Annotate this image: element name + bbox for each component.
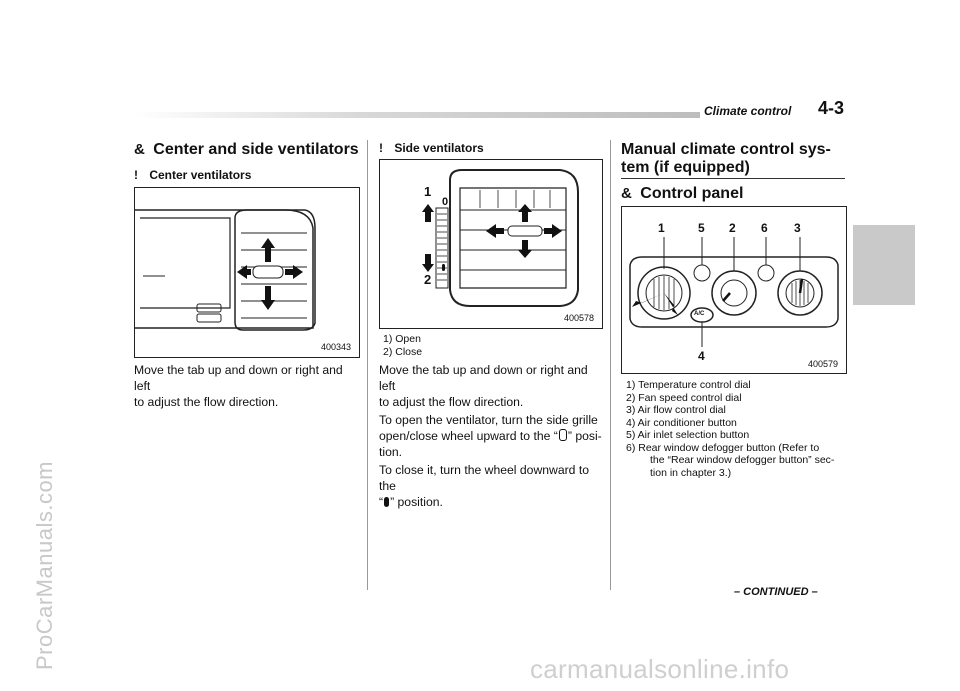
control-panel-heading-text: Control panel — [640, 185, 744, 202]
close-mark-icon — [442, 264, 445, 271]
figure-label-2: 2 — [729, 221, 736, 235]
heading-line: tem (if equipped) — [621, 159, 750, 176]
header-rule — [134, 112, 700, 118]
column-divider-1 — [367, 140, 368, 590]
watermark-left-text: ProCarManuals.com — [32, 460, 57, 670]
figure-label-3: 3 — [794, 221, 801, 235]
watermark-bottom: carmanualsonline.info — [530, 654, 790, 684]
legend-item: 1) Temperature control dial — [626, 379, 751, 391]
column-divider-2 — [610, 140, 611, 590]
side-ventilator-illustration — [380, 160, 602, 328]
figure-label-close: 2 — [424, 272, 432, 287]
control-panel-heading — [621, 185, 743, 203]
figure-label-open: 1 — [424, 184, 432, 199]
body-line: Move the tab up and down or right and left — [379, 363, 588, 393]
body-line: to adjust the flow direction. — [134, 395, 279, 409]
watermark-left — [4, 250, 57, 670]
side-ventilator-figure — [379, 159, 603, 329]
center-ventilator-figure — [134, 187, 360, 358]
subheading-side-text: Side ventilators — [394, 141, 484, 155]
legend-item: 6) Rear window defogger button (Refer to — [626, 441, 820, 454]
control-panel-legend — [626, 379, 846, 479]
continued-label: – CONTINUED – — [734, 586, 818, 598]
ac-button-label: A/C — [694, 311, 705, 317]
heading-line: Manual climate control sys- — [621, 141, 831, 158]
manual-climate-heading — [621, 141, 845, 177]
body-text: ” posi- — [567, 429, 602, 443]
section-heading — [134, 141, 359, 159]
figure-label-4: 4 — [698, 349, 705, 363]
section-heading-text: Center and side ventilators — [153, 141, 359, 158]
side-ventilator-captions — [383, 333, 422, 358]
body-line: to adjust the flow direction. — [379, 395, 524, 409]
subheading-center-text: Center ventilators — [149, 168, 252, 182]
figure-label-5: 5 — [698, 221, 705, 235]
figure-code: 400343 — [321, 342, 352, 352]
figure-label-6: 6 — [761, 221, 768, 235]
subheading-center — [134, 168, 251, 182]
body-line: To open the ventilator, turn the side grille — [379, 413, 598, 427]
legend-item: 5) Air inlet selection button — [626, 429, 750, 441]
open-position-icon — [559, 429, 567, 441]
sub-bullet: ! — [379, 141, 383, 155]
legend-item: 2) Fan speed control dial — [626, 391, 742, 404]
body-text: “ — [379, 495, 384, 509]
body-line: To close it, turn the wheel downward to the — [379, 463, 590, 493]
legend-item-cont: the “Rear window defogger button” sec- — [650, 454, 835, 466]
center-ventilator-text — [134, 362, 360, 410]
center-ventilator-illustration — [135, 188, 359, 357]
sub-bullet: ! — [134, 168, 138, 182]
body-line — [379, 428, 605, 444]
legend-item-cont: tion in chapter 3.) — [650, 466, 732, 479]
control-panel-figure — [621, 206, 847, 374]
heading-bullet: & — [134, 141, 145, 158]
close-position-icon — [384, 497, 389, 507]
figure-label-open-mark: 0 — [442, 196, 449, 208]
header-page-number: 4-3 — [818, 98, 845, 118]
heading-bullet: & — [621, 185, 632, 202]
body-text: open/close wheel upward to the “ — [379, 429, 558, 443]
side-ventilator-text — [379, 362, 605, 510]
body-line: tion. — [379, 445, 403, 459]
caption-item: 2) Close — [383, 345, 423, 358]
chapter-tab — [853, 225, 915, 305]
body-line — [379, 494, 605, 510]
body-text: ” position. — [390, 495, 443, 509]
body-line: Move the tab up and down or right and left — [134, 363, 343, 393]
subheading-side — [379, 141, 484, 155]
legend-item: 4) Air conditioner button — [626, 416, 737, 429]
caption-item: 1) Open — [383, 333, 421, 345]
header-section-title: Climate control — [704, 104, 792, 118]
legend-item: 3) Air flow control dial — [626, 404, 726, 416]
figure-label-1: 1 — [658, 221, 665, 235]
heading-rule — [621, 178, 845, 179]
figure-code: 400578 — [564, 313, 595, 323]
figure-code: 400579 — [808, 359, 839, 369]
